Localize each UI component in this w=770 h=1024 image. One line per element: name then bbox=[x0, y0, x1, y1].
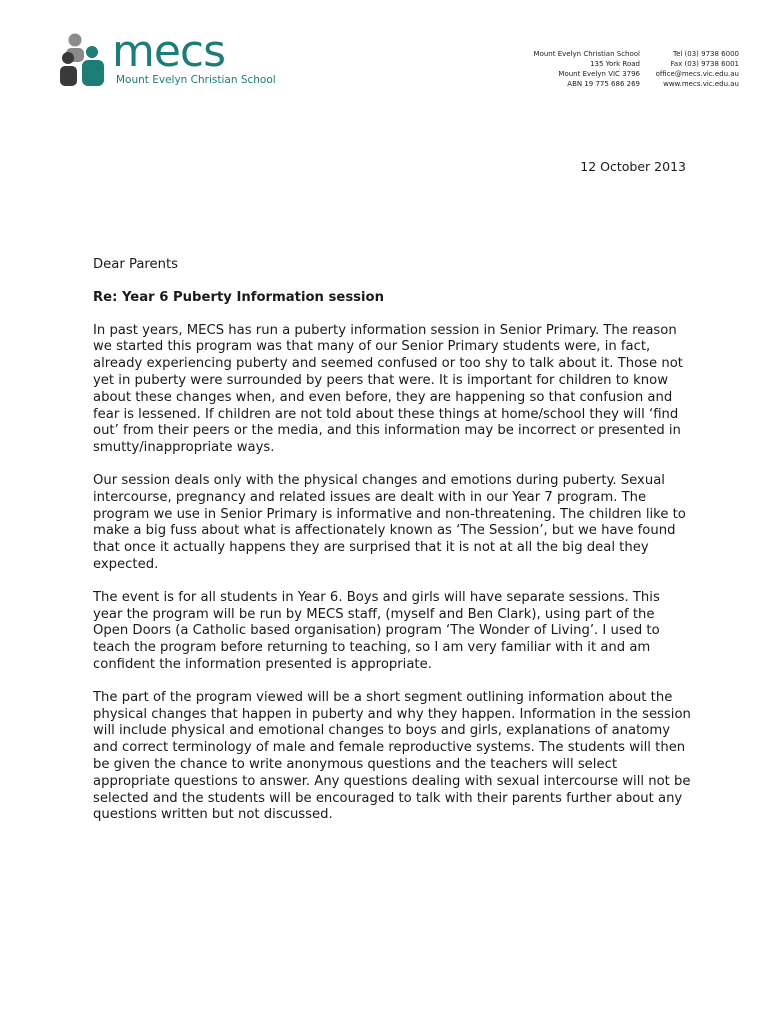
logo-figures-icon bbox=[58, 30, 114, 90]
school-address bbox=[534, 49, 640, 89]
logo-figure-dark-head bbox=[62, 52, 74, 64]
school-logo bbox=[58, 26, 276, 90]
address-line: Mount Evelyn Christian School bbox=[533, 50, 640, 58]
contact-email: office@mecs.vic.edu.au bbox=[655, 70, 739, 78]
address-line: Mount Evelyn VIC 3796 bbox=[558, 70, 640, 78]
address-line: ABN 19 775 686 269 bbox=[567, 80, 640, 88]
letter-paragraph: In past years, MECS has run a puberty information session in Senior Primary. The reason we started this program was that many of our Senior Primary students were, in fact, already experiencing puberty and seemed confused or too shy to talk about it. Those not yet in puberty were surrounded by peers that were. It is important for children to know about these changes when, and even before, they are happening so that confusion and fear is lessened. If children are not told about these things at home/school they will ‘find out’ from their peers or the media, and this information may be incorrect or presented in smutty/inappropriate ways. bbox=[93, 322, 683, 456]
address-line: 135 York Road bbox=[590, 60, 640, 68]
letter-salutation: Dear Parents bbox=[93, 257, 179, 272]
logo-subtitle: Mount Evelyn Christian School bbox=[116, 74, 276, 86]
letter-paragraph: The event is for all students in Year 6. Boys and girls will have separate sessions. This year the program will be run by MECS staff, (myself and Ben Clark), using part of the Open Doors (a Catholic based organisation) program ‘The Wonder of Living’. I used to teach the program before returning to teaching, so I am very familiar with it and am confident the information presented is appropriate. bbox=[93, 589, 660, 672]
school-contact bbox=[656, 49, 739, 89]
letter-body bbox=[93, 257, 693, 840]
letter-subject: Re: Year 6 Puberty Information session bbox=[93, 289, 384, 305]
logo-figure-grey-head bbox=[69, 34, 82, 47]
contact-website: www.mecs.vic.edu.au bbox=[663, 80, 739, 88]
logo-figure-teal-body bbox=[82, 60, 104, 86]
letter-paragraph: The part of the program viewed will be a short segment outlining information about the physical changes that happen in puberty and why they happen. Information in the session will include physical and emotional changes to boys and girls, explanations of anatomy and correct terminology of male and female reproductive systems. The students will then be given the chance to write anonymous questions and the teachers will select appropriate questions to answer. Any questions dealing with sexual intercourse will not be selected and the students will be encouraged to talk with their parents further about any questions written but not discussed. bbox=[93, 689, 691, 823]
letter-paragraph: Our session deals only with the physical changes and emotions during puberty. Sexual intercourse, pregnancy and related issues are dealt with in our Year 7 program. The program we use in Senior Primary is informative and non-threatening. The children like to make a big fuss about what is affectionately known as ‘The Session’, but we have found that once it actually happens they are surprised that it is not at all the big deal they expected. bbox=[93, 472, 686, 572]
logo-figure-dark-body bbox=[60, 66, 77, 86]
logo-figure-teal-head bbox=[86, 46, 98, 58]
contact-phone: Tel (03) 9738 6000 bbox=[672, 50, 739, 58]
logo-wordmark: mecs bbox=[112, 26, 226, 77]
letter-date: 12 October 2013 bbox=[580, 159, 686, 174]
contact-fax: Fax (03) 9738 6001 bbox=[670, 60, 739, 68]
